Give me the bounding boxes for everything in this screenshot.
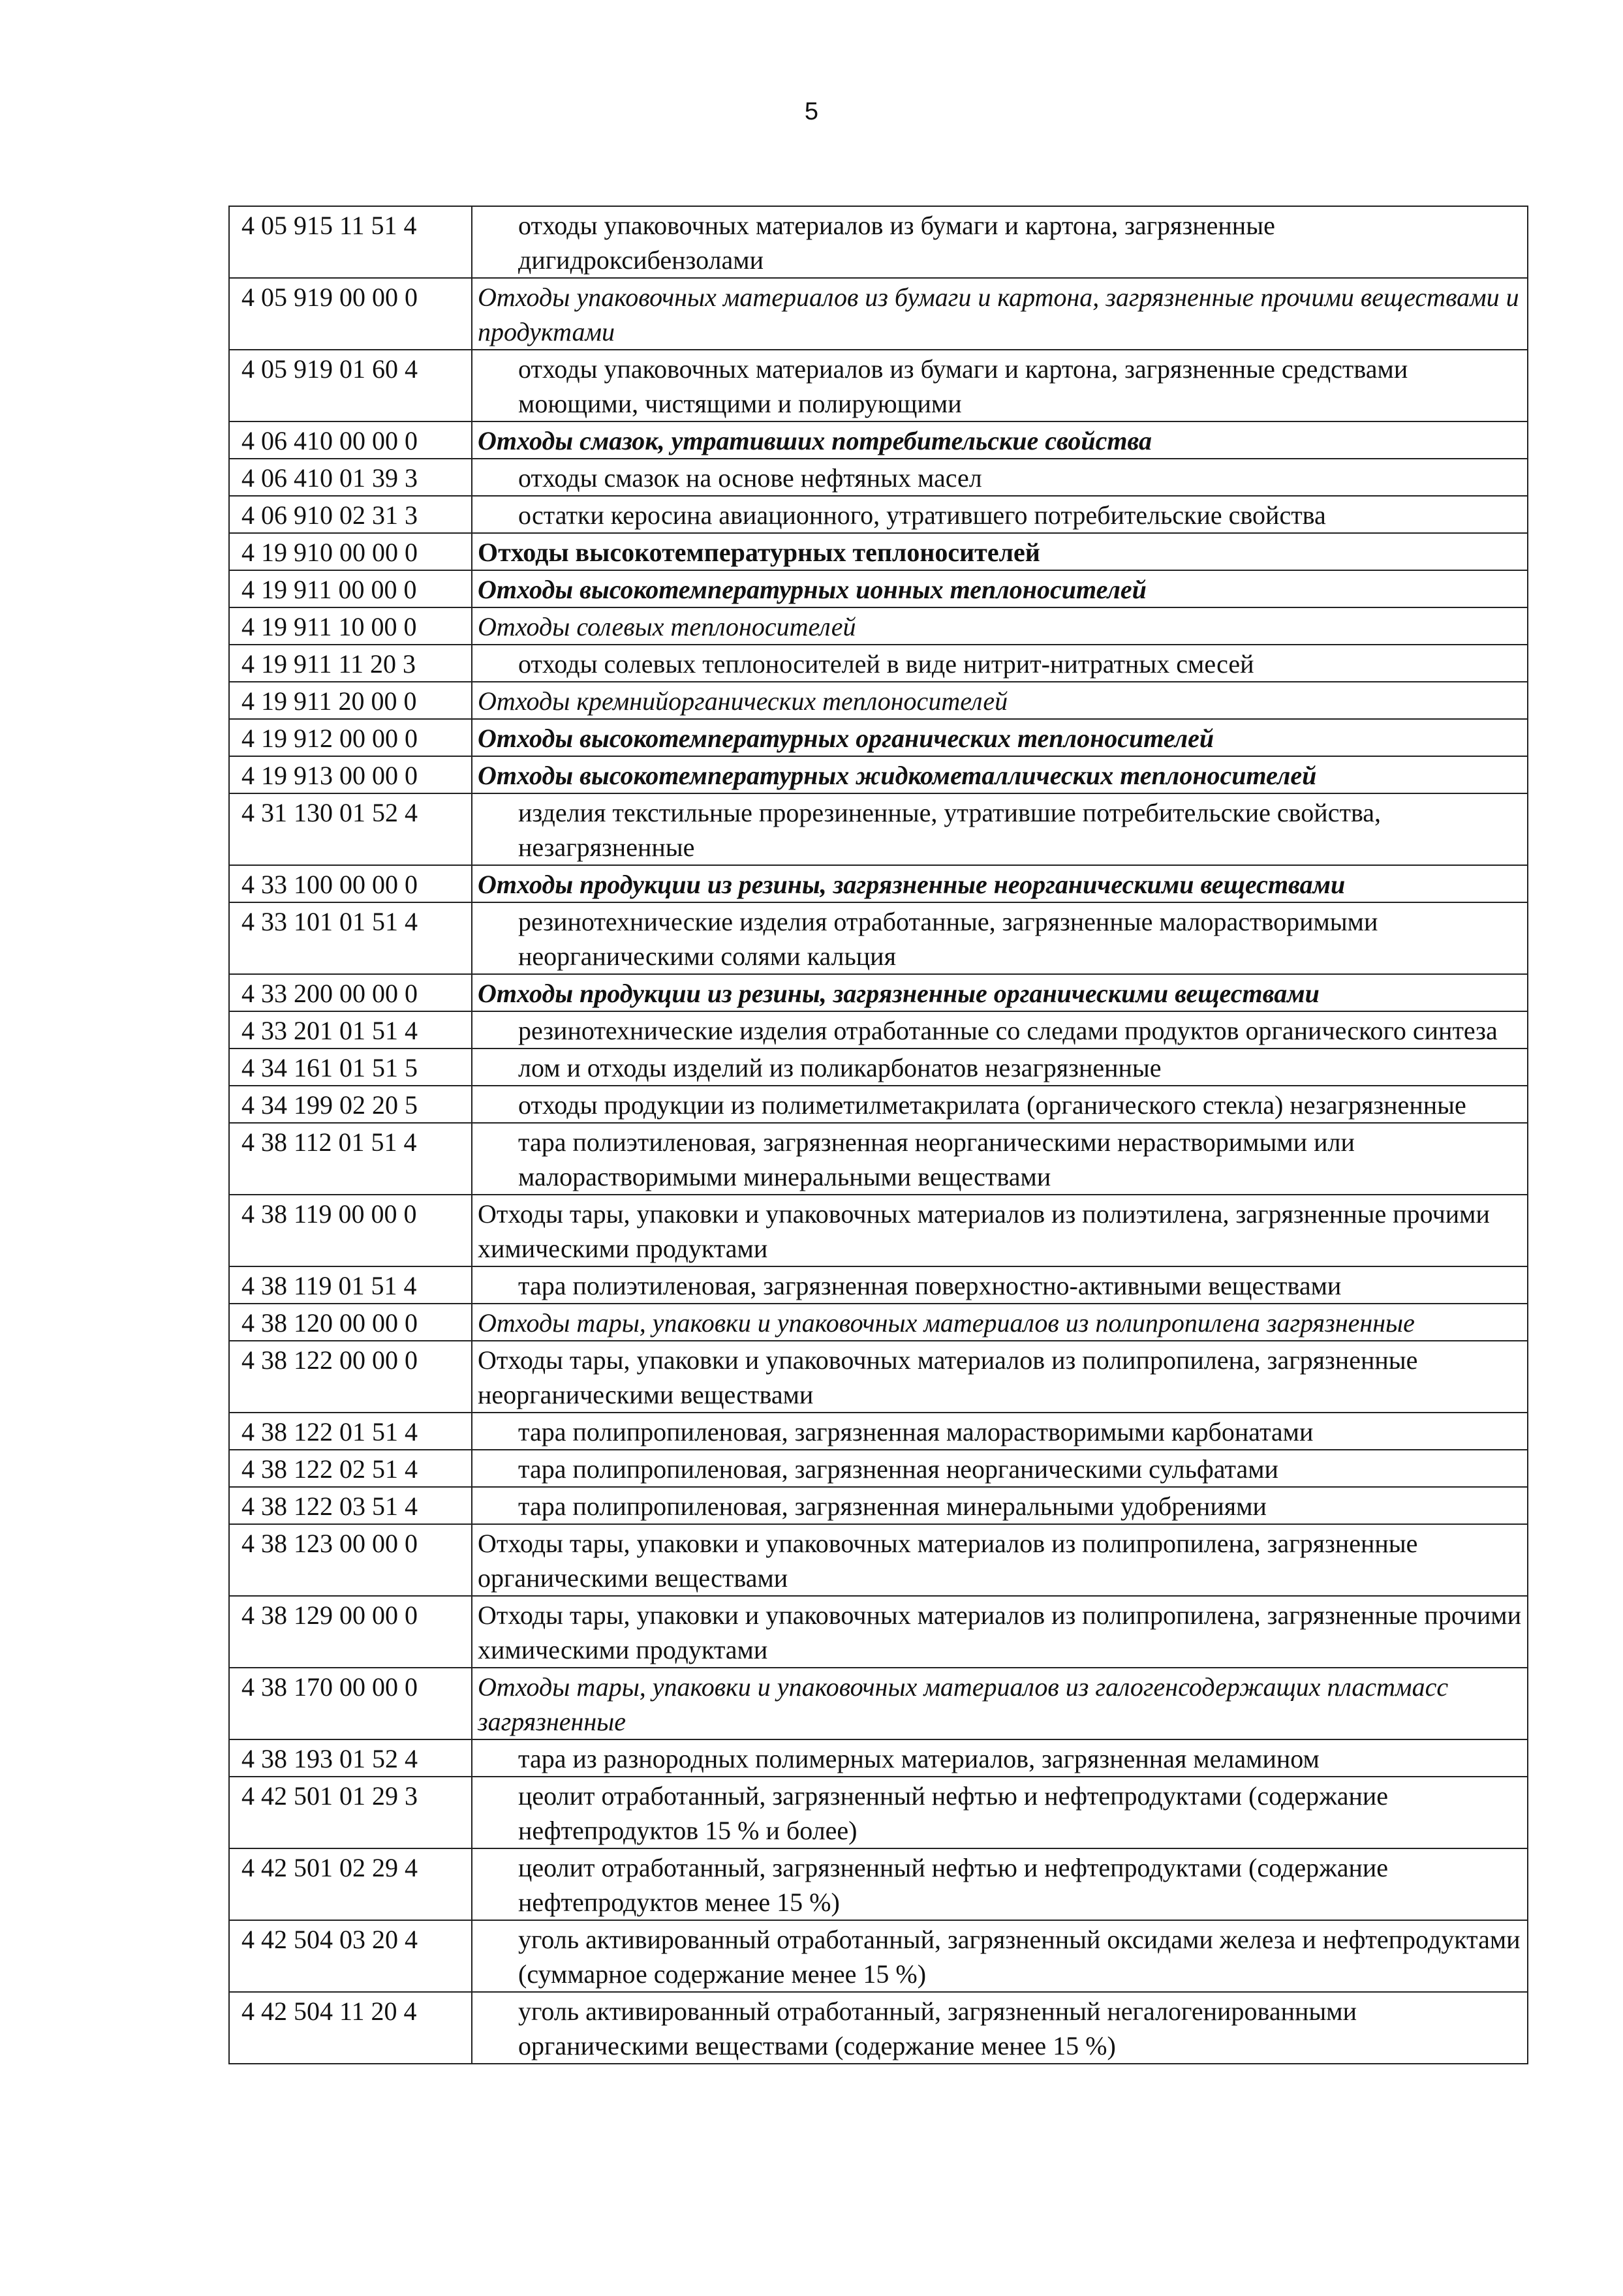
table-row — [229, 793, 1528, 865]
waste-code-cell: 4 42 501 01 29 3 — [229, 1777, 472, 1848]
waste-code-cell: 4 33 101 01 51 4 — [229, 902, 472, 974]
table-row — [229, 756, 1528, 793]
waste-name-cell: отходы продукции из полиметилметакрилата (органического стекла) незагрязненные — [472, 1086, 1528, 1123]
waste-name-cell: отходы солевых теплоносителей в виде нитрит-нитратных смесей — [472, 645, 1528, 682]
table-row — [229, 1739, 1528, 1777]
waste-name-cell: отходы упаковочных материалов из бумаги и картона, загрязненные дигидроксибензолами — [472, 206, 1528, 278]
table-row — [229, 974, 1528, 1011]
waste-name-cell: резинотехнические изделия отработанные, загрязненные малорастворимыми неорганическими солями кальция — [472, 902, 1528, 974]
table-row — [229, 459, 1528, 496]
table-row — [229, 682, 1528, 719]
waste-code-cell: 4 19 912 00 00 0 — [229, 719, 472, 756]
waste-name-cell: Отходы упаковочных материалов из бумаги и картона, загрязненные прочими веществами и продуктами — [472, 278, 1528, 350]
table-row — [229, 1123, 1528, 1195]
waste-name-cell: цеолит отработанный, загрязненный нефтью и нефтепродуктами (содержание нефтепродуктов менее 15 %) — [472, 1848, 1528, 1920]
waste-code-cell: 4 38 129 00 00 0 — [229, 1596, 472, 1668]
table-row — [229, 1086, 1528, 1123]
table-row — [229, 1450, 1528, 1487]
table-row — [229, 1011, 1528, 1049]
waste-code-cell: 4 06 410 00 00 0 — [229, 421, 472, 459]
waste-code-cell: 4 34 199 02 20 5 — [229, 1086, 472, 1123]
waste-name-cell: уголь активированный отработанный, загрязненный негалогенированными органическими веществами (содержание менее 15 %) — [472, 1992, 1528, 2064]
waste-code-cell: 4 19 910 00 00 0 — [229, 533, 472, 570]
waste-name-cell: Отходы продукции из резины, загрязненные органическими веществами — [472, 974, 1528, 1011]
waste-name-cell: Отходы тары, упаковки и упаковочных материалов из полиэтилена, загрязненные прочими химическими продуктами — [472, 1195, 1528, 1266]
table-row — [229, 1304, 1528, 1341]
waste-code-cell: 4 33 100 00 00 0 — [229, 865, 472, 902]
table-row — [229, 865, 1528, 902]
waste-name-cell: отходы смазок на основе нефтяных масел — [472, 459, 1528, 496]
waste-code-cell: 4 42 504 03 20 4 — [229, 1920, 472, 1992]
waste-name-cell: остатки керосина авиационного, утратившего потребительские свойства — [472, 496, 1528, 533]
table-body — [229, 206, 1528, 2064]
table-row — [229, 206, 1528, 278]
table-row — [229, 719, 1528, 756]
waste-code-cell: 4 38 119 01 51 4 — [229, 1266, 472, 1304]
waste-code-cell: 4 33 201 01 51 4 — [229, 1011, 472, 1049]
table-row — [229, 1413, 1528, 1450]
waste-name-cell: тара полипропиленовая, загрязненная неорганическими сульфатами — [472, 1450, 1528, 1487]
table-row — [229, 421, 1528, 459]
waste-name-cell: Отходы солевых теплоносителей — [472, 607, 1528, 645]
table-row — [229, 350, 1528, 421]
waste-code-cell: 4 33 200 00 00 0 — [229, 974, 472, 1011]
table-row — [229, 1195, 1528, 1266]
waste-code-cell: 4 38 112 01 51 4 — [229, 1123, 472, 1195]
table-row — [229, 496, 1528, 533]
waste-name-cell: Отходы тары, упаковки и упаковочных материалов из полипропилена, загрязненные неорганическими веществами — [472, 1341, 1528, 1413]
waste-code-cell: 4 06 910 02 31 3 — [229, 496, 472, 533]
waste-code-cell: 4 38 193 01 52 4 — [229, 1739, 472, 1777]
waste-name-cell: тара полипропиленовая, загрязненная малорастворимыми карбонатами — [472, 1413, 1528, 1450]
waste-name-cell: Отходы продукции из резины, загрязненные неорганическими веществами — [472, 865, 1528, 902]
waste-code-cell: 4 38 123 00 00 0 — [229, 1524, 472, 1596]
waste-name-cell: цеолит отработанный, загрязненный нефтью и нефтепродуктами (содержание нефтепродуктов 15 % и более) — [472, 1777, 1528, 1848]
waste-code-cell: 4 38 170 00 00 0 — [229, 1668, 472, 1739]
waste-code-cell: 4 05 919 00 00 0 — [229, 278, 472, 350]
table-row — [229, 902, 1528, 974]
table-row — [229, 1668, 1528, 1739]
waste-name-cell: Отходы тары, упаковки и упаковочных материалов из галогенсодержащих пластмасс загрязненные — [472, 1668, 1528, 1739]
waste-code-cell: 4 42 501 02 29 4 — [229, 1848, 472, 1920]
table-row — [229, 645, 1528, 682]
waste-name-cell: Отходы высокотемпературных ионных теплоносителей — [472, 570, 1528, 607]
waste-name-cell: тара полипропиленовая, загрязненная минеральными удобрениями — [472, 1487, 1528, 1524]
waste-code-cell: 4 38 122 03 51 4 — [229, 1487, 472, 1524]
waste-code-cell: 4 38 122 01 51 4 — [229, 1413, 472, 1450]
waste-name-cell: лом и отходы изделий из поликарбонатов незагрязненные — [472, 1049, 1528, 1086]
table-row — [229, 1992, 1528, 2064]
waste-code-cell: 4 19 911 00 00 0 — [229, 570, 472, 607]
waste-code-cell: 4 19 911 11 20 3 — [229, 645, 472, 682]
page-number: 5 — [804, 98, 819, 125]
table-row — [229, 1341, 1528, 1413]
waste-name-cell: Отходы высокотемпературных теплоносителей — [472, 533, 1528, 570]
table-row — [229, 1777, 1528, 1848]
table-row — [229, 1848, 1528, 1920]
waste-code-cell: 4 05 919 01 60 4 — [229, 350, 472, 421]
table-row — [229, 1487, 1528, 1524]
waste-code-cell: 4 19 911 10 00 0 — [229, 607, 472, 645]
waste-code-cell: 4 38 122 02 51 4 — [229, 1450, 472, 1487]
waste-code-cell: 4 05 915 11 51 4 — [229, 206, 472, 278]
waste-code-cell: 4 06 410 01 39 3 — [229, 459, 472, 496]
waste-name-cell: тара полиэтиленовая, загрязненная поверхностно-активными веществами — [472, 1266, 1528, 1304]
waste-name-cell: Отходы тары, упаковки и упаковочных материалов из полипропилена загрязненные — [472, 1304, 1528, 1341]
table-row — [229, 278, 1528, 350]
waste-name-cell: резинотехнические изделия отработанные со следами продуктов органического синтеза — [472, 1011, 1528, 1049]
waste-name-cell: Отходы смазок, утративших потребительские свойства — [472, 421, 1528, 459]
waste-name-cell: тара из разнородных полимерных материалов, загрязненная меламином — [472, 1739, 1528, 1777]
waste-classification-table — [228, 206, 1528, 2064]
table-row — [229, 1920, 1528, 1992]
waste-code-cell: 4 42 504 11 20 4 — [229, 1992, 472, 2064]
table-row — [229, 533, 1528, 570]
waste-code-cell: 4 38 122 00 00 0 — [229, 1341, 472, 1413]
waste-name-cell: Отходы кремнийорганических теплоносителей — [472, 682, 1528, 719]
waste-code-cell: 4 34 161 01 51 5 — [229, 1049, 472, 1086]
waste-name-cell: тара полиэтиленовая, загрязненная неорганическими нерастворимыми или малорастворимыми минеральными веществами — [472, 1123, 1528, 1195]
table-row — [229, 1266, 1528, 1304]
waste-code-cell: 4 38 119 00 00 0 — [229, 1195, 472, 1266]
waste-name-cell: Отходы тары, упаковки и упаковочных материалов из полипропилена, загрязненные органическими веществами — [472, 1524, 1528, 1596]
waste-code-cell: 4 19 911 20 00 0 — [229, 682, 472, 719]
waste-name-cell: Отходы высокотемпературных жидкометаллических теплоносителей — [472, 756, 1528, 793]
table-row — [229, 1524, 1528, 1596]
table-row — [229, 607, 1528, 645]
waste-name-cell: уголь активированный отработанный, загрязненный оксидами железа и нефтепродуктами (суммарное содержание менее 15 %) — [472, 1920, 1528, 1992]
waste-code-cell: 4 19 913 00 00 0 — [229, 756, 472, 793]
waste-name-cell: Отходы тары, упаковки и упаковочных материалов из полипропилена, загрязненные прочими химическими продуктами — [472, 1596, 1528, 1668]
waste-code-cell: 4 38 120 00 00 0 — [229, 1304, 472, 1341]
waste-name-cell: изделия текстильные прорезиненные, утратившие потребительские свойства, незагрязненные — [472, 793, 1528, 865]
table-row — [229, 1049, 1528, 1086]
waste-name-cell: Отходы высокотемпературных органических теплоносителей — [472, 719, 1528, 756]
waste-code-cell: 4 31 130 01 52 4 — [229, 793, 472, 865]
table-row — [229, 1596, 1528, 1668]
waste-name-cell: отходы упаковочных материалов из бумаги и картона, загрязненные средствами моющими, чистящими и полирующими — [472, 350, 1528, 421]
table-row — [229, 570, 1528, 607]
